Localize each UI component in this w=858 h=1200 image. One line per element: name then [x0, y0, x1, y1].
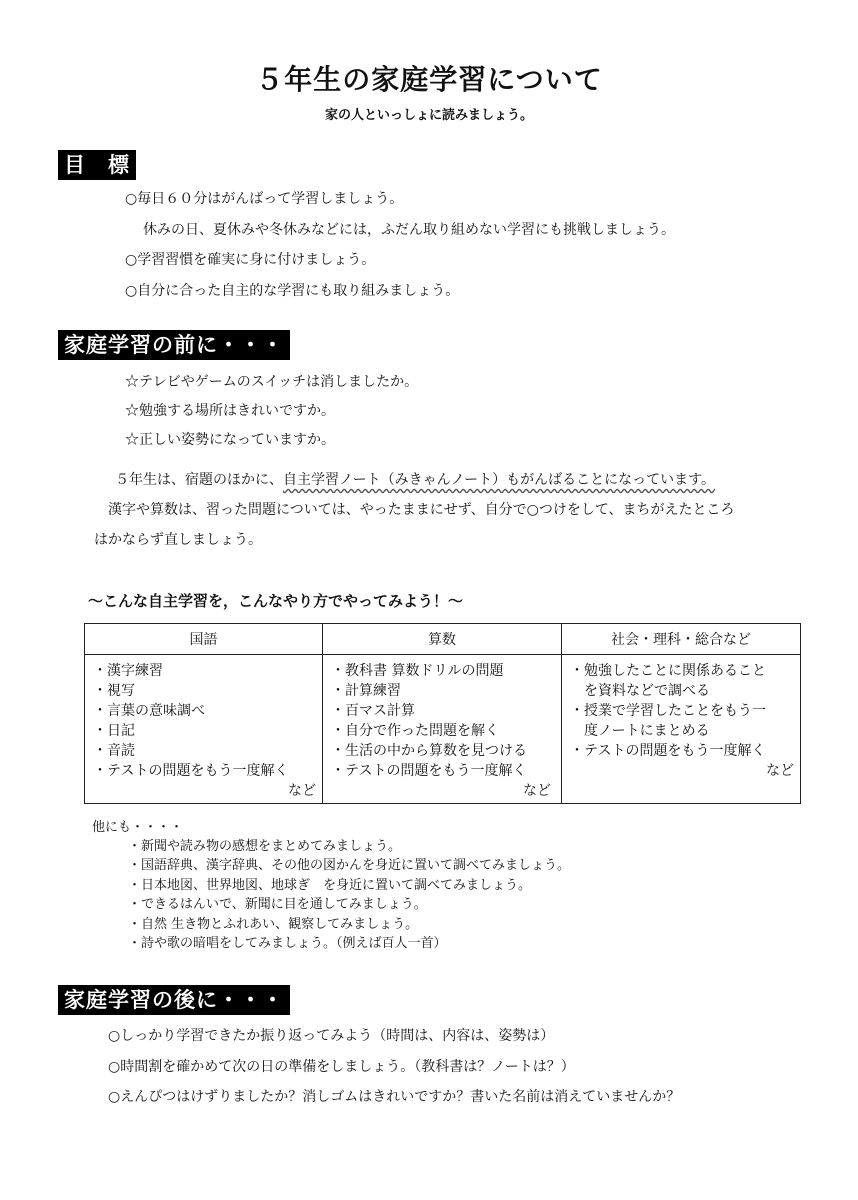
list-item: ・計算練習 [331, 683, 401, 699]
list-item: ・言葉の意味調べ [93, 703, 205, 719]
goal-item: ○学習習慣を確実に身に付けましょう。 [125, 252, 376, 268]
paragraph-text: ５年生は、宿題のほかに、 [115, 472, 283, 488]
goals-heading: 目 標 [58, 150, 136, 180]
list-item: ・百マス計算 [331, 703, 415, 719]
etc-label: など [766, 763, 794, 779]
list-item: ・音読 [93, 743, 135, 759]
other-item: ・できるはんいで、新聞に目を通してみましょう。 [128, 897, 427, 912]
after-item: ○しっかり学習できたか振り返ってみよう（時間は、内容は、姿勢は） [108, 1028, 555, 1044]
list-item: ・日記 [93, 723, 135, 739]
goal-item: 休みの日、夏休みや冬休みなどには，ふだん取り組めない学習にも挑戦しましょう。 [143, 222, 675, 238]
list-item: ・授業で学習したことをもう一 [570, 703, 766, 719]
check-item: ☆正しい姿勢になっていますか。 [125, 432, 335, 448]
etc-label: など [523, 783, 551, 799]
check-item: ☆テレビやゲームのスイッチは消しましたか。 [125, 374, 419, 390]
list-item: ・勉強したことに関係あること [570, 663, 766, 679]
other-item: ・新聞や読み物の感想をまとめてみましょう。 [128, 839, 402, 854]
methods-table [84, 623, 801, 804]
after-item: ○えんぴつはけずりましたか？消しゴムはきれいですか？書いた名前は消えていませんか？ [108, 1089, 681, 1105]
methods-heading: ～こんな自主学習を，こんなやり方でやってみよう！～ [88, 592, 464, 610]
notebook-emphasis: 自主学習ノート（みきゃんノート）もがんばることになっています。 [283, 472, 716, 488]
list-item: ・テストの問題をもう一度解く [570, 743, 766, 759]
list-item: を資料などで調べる [570, 683, 710, 699]
column-header-social-science: 社会・理科・総合など [562, 624, 801, 655]
social-science-cell [562, 655, 801, 804]
math-cell [323, 655, 562, 804]
list-item: ・生活の中から算数を見つける [331, 743, 527, 759]
review-paragraph-line: 漢字や算数は、習った問題については、やったままにせず、自分で○つけをして、まちがえたところ [108, 502, 735, 518]
other-item: ・国語辞典、漢字辞典、その他の図かんを身近に置いて調べてみましょう。 [128, 858, 571, 873]
after-item: ○時間割を確かめて次の日の準備をしましょう。（教科書は？ノートは？） [108, 1059, 575, 1075]
other-item: ・日本地図、世界地図、地球ぎ を身近に置いて調べてみましょう。 [128, 878, 532, 893]
review-paragraph-line: はかならず直しましょう。 [94, 532, 262, 548]
page-title: ５年生の家庭学習について [255, 63, 603, 96]
other-item: ・自然 生き物とふれあい、観察してみましょう。 [128, 917, 419, 932]
goal-item: ○毎日６０分はがんばって学習しましょう。 [125, 191, 404, 207]
list-item: ・教科書 算数ドリルの問題 [331, 663, 504, 679]
etc-label: など [288, 783, 316, 799]
other-item: ・詩や歌の暗唱をしてみましょう。（例えば百人一首） [128, 936, 447, 951]
others-label: 他にも・・・・ [92, 820, 184, 835]
study-note-paragraph [115, 470, 715, 490]
list-item: 度ノートにまとめる [570, 723, 710, 739]
list-item: ・テストの問題をもう一度解く [331, 763, 527, 779]
japanese-cell [85, 655, 323, 804]
list-item: ・自分で作った問題を解く [331, 723, 499, 739]
column-header-math: 算数 [323, 624, 562, 655]
after-heading: 家庭学習の後に・・・ [58, 985, 290, 1015]
list-item: ・視写 [93, 683, 135, 699]
page-subtitle: 家の人といっしょに読みましょう。 [324, 108, 533, 123]
before-heading: 家庭学習の前に・・・ [58, 330, 290, 360]
list-item: ・テストの問題をもう一度解く [93, 763, 289, 779]
column-header-japanese: 国語 [85, 624, 323, 655]
list-item: ・漢字練習 [93, 663, 163, 679]
goal-item: ○自分に合った自主的な学習にも取り組みましょう。 [125, 283, 460, 299]
check-item: ☆勉強する場所はきれいですか。 [125, 403, 335, 419]
